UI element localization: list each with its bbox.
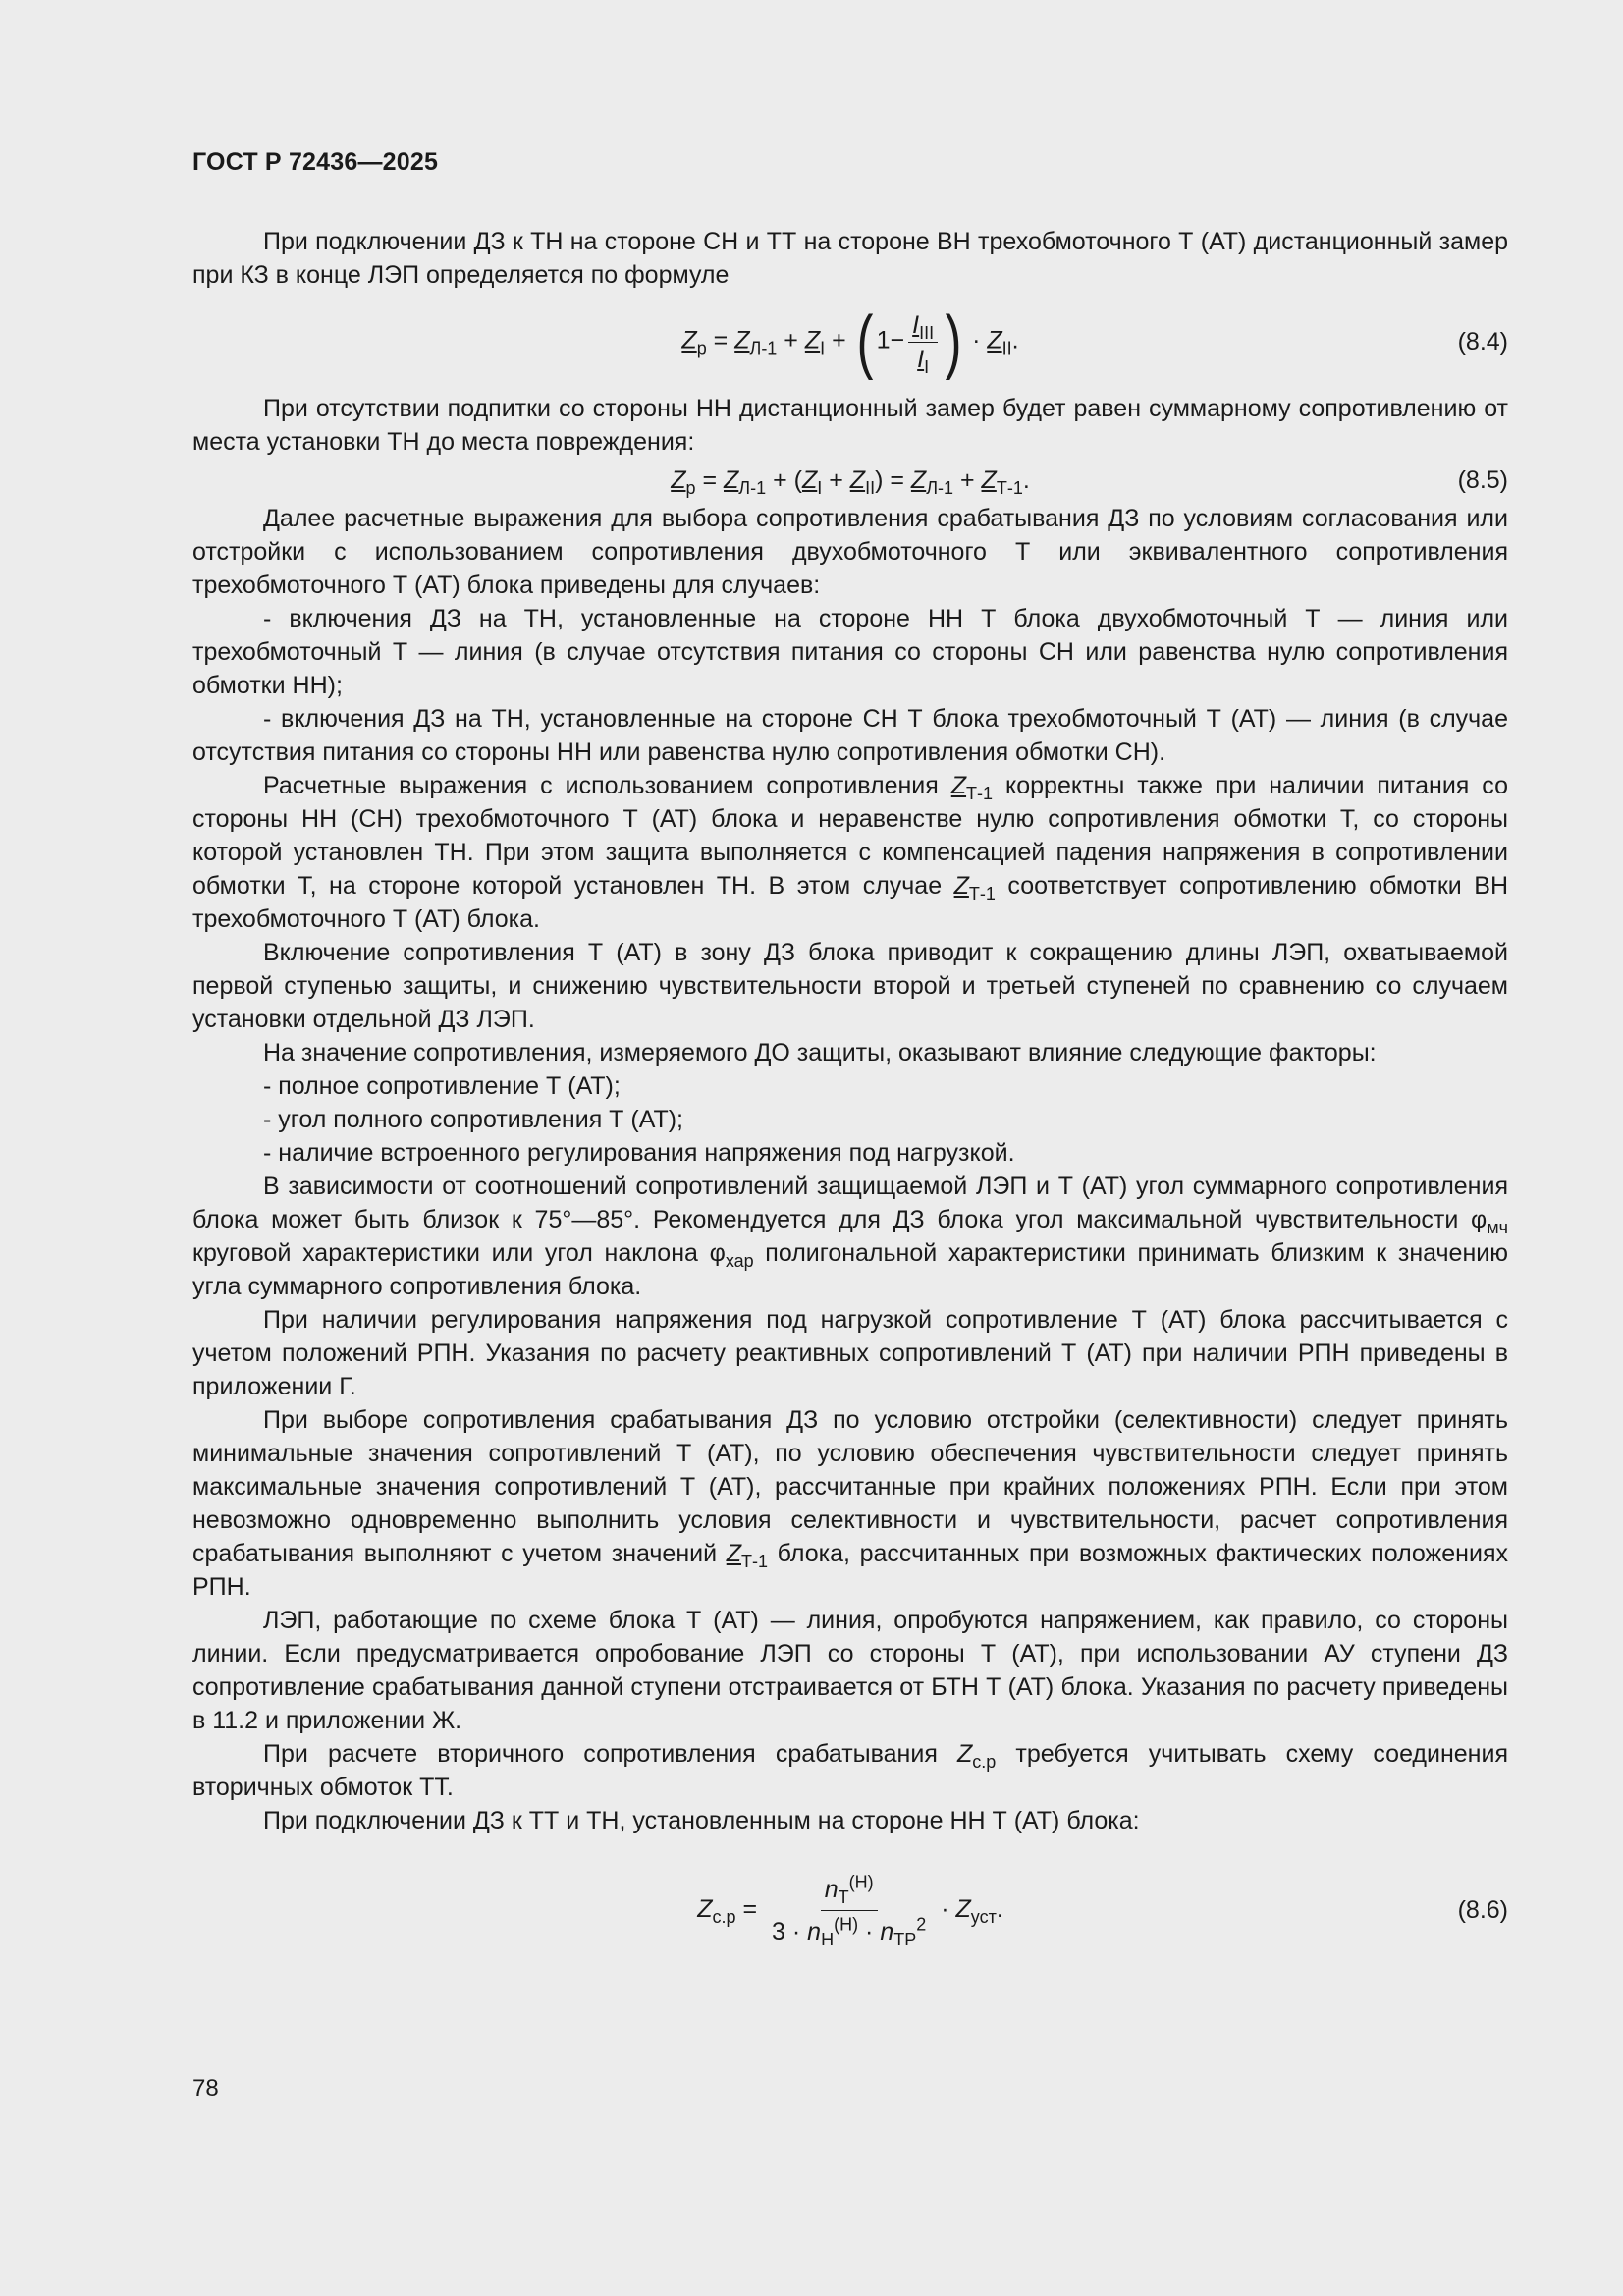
list-item: - включения ДЗ на ТН, установленные на стороне СН Т блока трехобмоточный Т (АТ) — линия (в случае отсутствия питания со стороны НН или равенства нулю сопротивления обмотки СН). xyxy=(192,705,1508,766)
paragraph: При подключении ДЗ к ТН на стороне СН и ТТ на стороне ВН трехобмоточного Т (АТ) дистанционный замер при КЗ в конце ЛЭП определяется по формуле xyxy=(192,228,1508,289)
page-body xyxy=(192,225,1508,1975)
paragraph: ЛЭП, работающие по схеме блока Т (АТ) — линия, опробуются напряжением, как правило, со стороны линии. Если предусматривается опробование ЛЭП со стороны Т (АТ), при использовании АУ ступени ДЗ сопротивление срабатывания данной ступени отстраивается от БТН Т (АТ) блока. Указания по расчету приведены в 11.2 и приложении Ж. xyxy=(192,1607,1508,1734)
list-item: - полное сопротивление Т (АТ); xyxy=(263,1072,621,1100)
formula-8-5 xyxy=(192,461,1508,500)
paragraph: Расчетные выражения с использованием сопротивления $Z_{Т-1}$ корректны также при наличии питания со стороны НН (СН) трехобмоточного Т (АТ) блока и неравенстве нулю сопротивления обмотки Т, со стороны которой установлен ТН. При этом защита выполняется с компенсацией падения напряжения в сопротивлении обмотки Т, на стороне которой установлен ТН. В этом случае $Z_{Т-1}$ соответствует сопротивлению обмотки ВН трехобмоточного Т (АТ) блока. xyxy=(192,772,1508,933)
equation-number: (8.6) xyxy=(1457,1896,1508,1924)
doc-header: ГОСТ Р 72436—2025 xyxy=(192,148,439,176)
list-item: - включения ДЗ на ТН, установленные на стороне НН Т блока двухобмоточный Т — линия или трехобмоточный Т — линия (в случае отсутствия питания со стороны СН или равенства нулю сопротивления обмотки НН); xyxy=(192,605,1508,699)
formula-8-4 xyxy=(192,292,1508,392)
paragraph: Далее расчетные выражения для выбора сопротивления срабатывания ДЗ по условиям согласования или отстройки с использованием сопротивления двухобмоточного Т или эквивалентного сопротивления трехобмоточного Т (АТ) блока приведены для случаев: xyxy=(192,505,1508,599)
formula-8-6 xyxy=(192,1845,1508,1975)
paragraph: При отсутствии подпитки со стороны НН дистанционный замер будет равен суммарному сопротивлению от места установки ТН до места повреждения: xyxy=(192,395,1508,456)
list-item: - угол полного сопротивления Т (АТ); xyxy=(263,1106,683,1133)
equation-number: (8.4) xyxy=(1457,328,1508,355)
paragraph: При расчете вторичного сопротивления срабатывания $Z_{с.р}$ требуется учитывать схему соединения вторичных обмоток ТТ. xyxy=(192,1740,1508,1801)
list-item: - наличие встроенного регулирования напряжения под нагрузкой. xyxy=(263,1139,1015,1167)
formula-expression: $Z_р = Z_{Л-1} + Z_I$ + ( 1− $\frac{I_{III}}{I_I}$ ) · $Z_{II}$. xyxy=(681,302,1019,381)
page-number: 78 xyxy=(192,2075,219,2102)
paragraph: Включение сопротивления Т (АТ) в зону ДЗ блока приводит к сокращению длины ЛЭП, охватываемой первой ступенью защиты, и снижению чувствительности второй и третьей ступеней по сравнению со случаем установки отдельной ДЗ ЛЭП. xyxy=(192,939,1508,1033)
formula-expression: $Z_р = Z_{Л-1} + (Z_I + Z_{II}) = Z_{Л-1} + Z_{Т-1}$. xyxy=(671,466,1030,498)
formula-expression: $Z_{с.р}$ = $\frac{n_Т^{(Н)}}{3 \cdot n_Н^{(Н)} \cdot n_{ТР}^2}$ · $Z_{уст}$. xyxy=(697,1872,1003,1949)
equation-number: (8.5) xyxy=(1457,466,1508,494)
paragraph: На значение сопротивления, измеряемого ДО защиты, оказывают влияние следующие факторы: xyxy=(263,1039,1377,1066)
paragraph: При наличии регулирования напряжения под нагрузкой сопротивление Т (АТ) блока рассчитывается с учетом положений РПН. Указания по расчету реактивных сопротивлений Т (АТ) при наличии РПН приведены в приложении Г. xyxy=(192,1306,1508,1400)
paragraph: При выборе сопротивления срабатывания ДЗ по условию отстройки (селективности) следует принять минимальные значения сопротивлений Т (АТ), по условию обеспечения чувствительности следует принять максимальные значения сопротивлений Т (АТ), рассчитанные при крайних положениях РПН. Если при этом невозможно одновременно выполнить условия селективности и чувствительности, расчет сопротивления срабатывания выполняют с учетом значений $Z_{Т-1}$ блока, рассчитанных при возможных фактических положениях РПН. xyxy=(192,1406,1508,1601)
paragraph: При подключении ДЗ к ТТ и ТН, установленным на стороне НН Т (АТ) блока: xyxy=(263,1807,1140,1834)
paragraph: В зависимости от соотношений сопротивлений защищаемой ЛЭП и Т (АТ) угол суммарного сопротивления блока может быть близок к 75°—85°. Рекомендуется для ДЗ блока угол максимальной чувствительности $\varphi_{мч}$ круговой характеристики или угол наклона $\varphi_{хар}$ полигональной характеристики принимать близким к значению угла суммарного сопротивления блока. xyxy=(192,1173,1508,1300)
